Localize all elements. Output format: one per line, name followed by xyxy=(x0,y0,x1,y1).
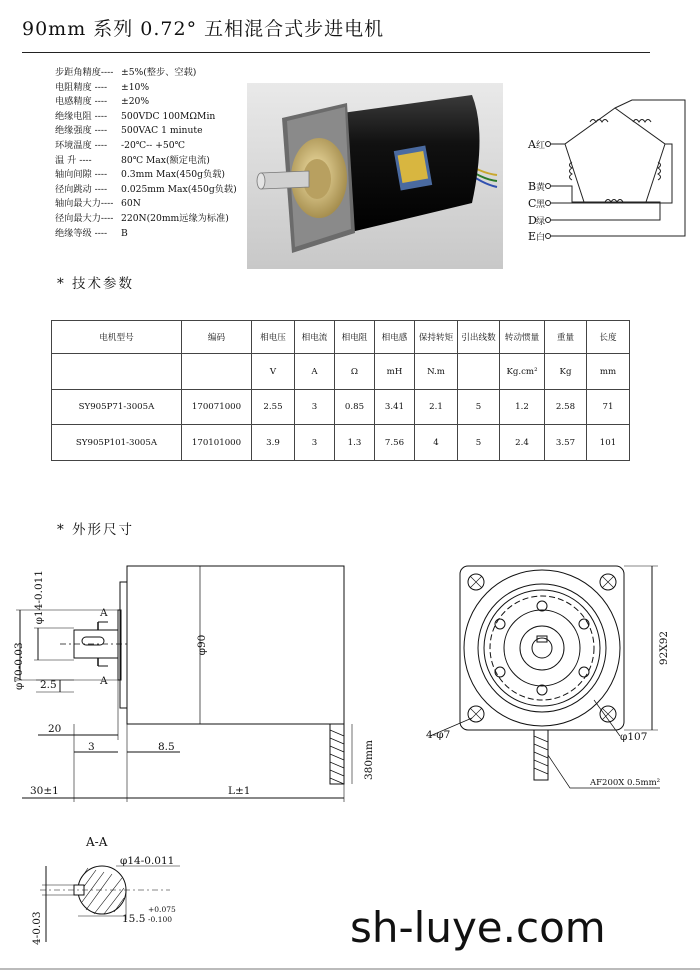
table-cell: 170101000 xyxy=(182,425,252,461)
spec-row xyxy=(55,183,237,198)
table-unit: mH xyxy=(375,354,415,390)
table-units-row xyxy=(52,354,630,390)
website-label: sh-luye.com xyxy=(350,903,606,952)
table-cell: 0.85 xyxy=(335,390,375,425)
lead-color: 黄 xyxy=(536,183,546,193)
spec-row xyxy=(55,197,237,212)
table-unit xyxy=(458,354,500,390)
table-cell: 1.3 xyxy=(335,425,375,461)
section-marker: A xyxy=(100,675,108,687)
lead-wire xyxy=(550,202,660,220)
spec-value: ±5%(整步、空载) xyxy=(121,67,197,78)
lead-color: 白 xyxy=(536,233,546,243)
table-cell: 2.4 xyxy=(500,425,545,461)
spec-label: 绝缘强度 ---- xyxy=(55,125,108,137)
dim-holes: 4-φ7 xyxy=(426,729,451,741)
bottom-rule xyxy=(0,968,700,970)
table-header: 相电阻 xyxy=(335,321,375,354)
table-unit: Ω xyxy=(335,354,375,390)
table-cell: 5 xyxy=(458,425,500,461)
lead-color: 红 xyxy=(536,141,546,151)
table-cell: 2.58 xyxy=(545,390,587,425)
lead-color: 黑 xyxy=(536,200,546,210)
section-flat: 15.5 xyxy=(122,913,146,925)
lead-color: 绿 xyxy=(536,217,546,227)
motor-body xyxy=(127,566,344,724)
spec-label: 轴向间隙 ---- xyxy=(55,169,108,181)
page-title: 90mm 系列 0.72° 五相混合式步进电机 xyxy=(22,18,385,40)
winding-pentagon xyxy=(565,108,665,202)
dim-shaft-total: 30±1 xyxy=(30,785,59,797)
dim-body-dia: φ90 xyxy=(196,634,208,656)
spec-value: 0.025mm Max(450g负载) xyxy=(121,183,237,195)
terminal-dot xyxy=(546,234,551,239)
section-flat-tol-up: +0.075 xyxy=(148,905,176,914)
outline-heading: * 外形尺寸 xyxy=(57,522,135,538)
spec-row xyxy=(55,227,237,242)
table-header-row xyxy=(52,321,630,354)
dim-key-depth: 2.5 xyxy=(40,679,57,691)
table-header: 重量 xyxy=(545,321,587,354)
terminal-dot xyxy=(546,142,551,147)
table-cell: 3 xyxy=(295,390,335,425)
table-cell: 3.41 xyxy=(375,390,415,425)
table-header: 引出线数 xyxy=(458,321,500,354)
table-row xyxy=(52,390,630,425)
table-header: 转动惯量 xyxy=(500,321,545,354)
dim-square: 92X92 xyxy=(658,630,670,666)
table-header: 编码 xyxy=(182,321,252,354)
table-header: 相电流 xyxy=(295,321,335,354)
spec-label: 步距角精度---- xyxy=(55,67,114,78)
table-cell: 101 xyxy=(587,425,630,461)
side-view-drawing xyxy=(0,530,400,815)
table-header: 保持转矩 xyxy=(415,321,458,354)
spec-value: 0.3mm Max(450g负载) xyxy=(121,169,225,181)
dim-bolt-circle: φ107 xyxy=(620,731,648,743)
section-dia: φ14-0.011 xyxy=(120,855,175,867)
spec-value: 60N xyxy=(121,198,141,210)
spec-row xyxy=(55,110,237,125)
section-flat-tol-down: -0.100 xyxy=(148,915,173,924)
title-rule xyxy=(22,52,650,53)
table-cell: 3.57 xyxy=(545,425,587,461)
dim-shaft-len: 20 xyxy=(48,723,62,735)
outer-circle xyxy=(464,570,620,726)
table-cell: 3.9 xyxy=(252,425,295,461)
table-unit xyxy=(52,354,182,390)
spec-label: 径向跳动 ---- xyxy=(55,183,108,195)
spec-value: 220N(20mm远缘为标准) xyxy=(121,212,229,224)
lead-wire xyxy=(550,100,685,236)
spec-value: 500VAC 1 minute xyxy=(121,125,203,137)
spec-value: ±20% xyxy=(121,96,150,108)
dim-pilot-dia: φ70-0.03 xyxy=(13,642,25,690)
table-cell: 5 xyxy=(458,390,500,425)
dim-body-len: L±1 xyxy=(228,785,251,797)
table-unit xyxy=(182,354,252,390)
terminal-dot xyxy=(546,184,551,189)
table-unit: Kg.cm² xyxy=(500,354,545,390)
spec-label: 径向最大力---- xyxy=(55,212,114,224)
flange-square xyxy=(460,566,624,730)
dim-cable: AF200X 0.5mm² xyxy=(590,778,661,788)
spec-label: 环境温度 ---- xyxy=(55,139,108,151)
spec-row xyxy=(55,139,237,154)
tech-params-heading: * 技术参数 xyxy=(57,276,135,292)
table-header: 电机型号 xyxy=(52,321,182,354)
front-view-drawing xyxy=(420,550,680,800)
spec-table xyxy=(51,320,630,461)
dim-pilot-h: 3 xyxy=(88,741,95,753)
table-cell: 2.1 xyxy=(415,390,458,425)
table-cell: 71 xyxy=(587,390,630,425)
spec-value: 500VDC 100MΩMin xyxy=(121,110,216,122)
table-cell: 3 xyxy=(295,425,335,461)
section-title: A-A xyxy=(86,835,108,849)
table-cell: 1.2 xyxy=(500,390,545,425)
coil-icon xyxy=(590,120,608,123)
table-row xyxy=(52,425,630,461)
table-cell: SY905P71-3005A xyxy=(52,390,182,425)
spec-label: 电感精度 ---- xyxy=(55,96,108,108)
spec-value: 80℃ Max(额定电流) xyxy=(121,154,210,166)
table-header: 长度 xyxy=(587,321,630,354)
spec-label: 电阻精度 ---- xyxy=(55,81,108,93)
spec-label: 轴向最大力---- xyxy=(55,198,114,210)
spec-label: 温 升 ---- xyxy=(55,154,92,166)
section-key-width: 4-0.03 xyxy=(31,911,43,945)
table-unit: V xyxy=(252,354,295,390)
table-cell: 2.55 xyxy=(252,390,295,425)
spec-value: ±10% xyxy=(121,81,150,93)
table-unit: mm xyxy=(587,354,630,390)
lead-letter: B xyxy=(528,180,537,193)
dim-lead-len: 380mm xyxy=(363,740,375,780)
spec-value: B xyxy=(121,227,128,239)
spec-value: -20℃-- +50℃ xyxy=(121,139,185,151)
table-cell: 7.56 xyxy=(375,425,415,461)
lead-letter: C xyxy=(528,197,537,210)
section-view-drawing xyxy=(20,830,220,950)
table-unit: Kg xyxy=(545,354,587,390)
lead-letter: D xyxy=(528,214,537,227)
coil-icon xyxy=(633,120,651,123)
spec-row xyxy=(55,168,237,183)
table-cell: 170071000 xyxy=(182,390,252,425)
spec-row xyxy=(55,154,237,169)
terminal-dot xyxy=(546,201,551,206)
dim-flange-t: 8.5 xyxy=(158,741,175,753)
spec-row xyxy=(55,124,237,139)
spec-row xyxy=(55,212,237,227)
spec-row xyxy=(55,81,237,96)
dim-shaft-dia: φ14-0.011 xyxy=(33,570,45,625)
table-header: 相电压 xyxy=(252,321,295,354)
table-unit: N.m xyxy=(415,354,458,390)
spec-label: 绝缘电阻 ---- xyxy=(55,110,108,122)
table-unit: A xyxy=(295,354,335,390)
spec-label: 绝缘等级 ---- xyxy=(55,227,108,239)
terminal-dot xyxy=(546,218,551,223)
table-header: 相电感 xyxy=(375,321,415,354)
table-cell: 4 xyxy=(415,425,458,461)
lead-wire xyxy=(550,186,584,202)
spec-row xyxy=(55,95,237,110)
lead-letter: E xyxy=(528,230,537,243)
spec-list xyxy=(55,66,237,241)
section-marker: A xyxy=(100,607,108,619)
lead-letter: A xyxy=(528,138,536,151)
motor-illustration xyxy=(247,83,503,269)
motor-photo xyxy=(247,83,503,269)
wiring-diagram xyxy=(520,90,700,250)
spec-row xyxy=(55,66,237,81)
table-cell: SY905P101-3005A xyxy=(52,425,182,461)
